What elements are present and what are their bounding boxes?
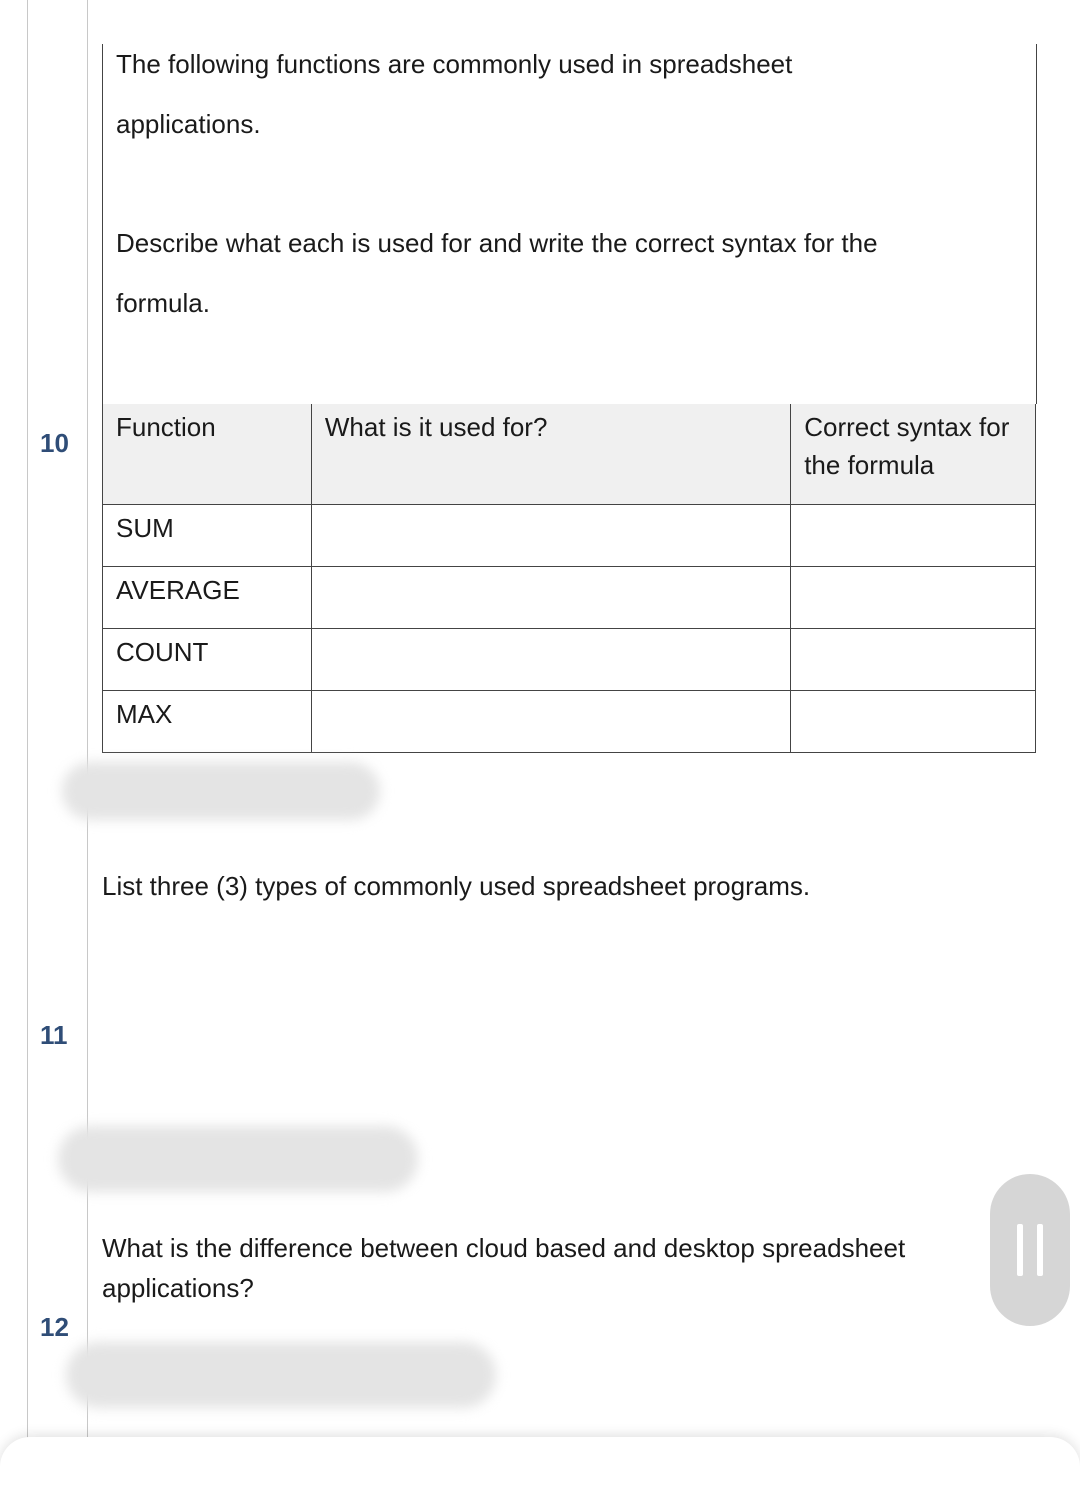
q12-text-line-2: applications?: [102, 1273, 254, 1303]
q10-task-line-2: formula.: [116, 288, 210, 318]
function-name: COUNT: [103, 629, 312, 691]
table-row: [103, 567, 1036, 629]
q10-task-line-1: Describe what each is used for and write the correct syntax for the: [116, 228, 878, 258]
redacted-answer-10: [62, 762, 380, 820]
syntax-cell[interactable]: [791, 505, 1036, 567]
redacted-answer-12: [66, 1342, 496, 1408]
functions-table: [102, 404, 1036, 753]
header-syntax: Correct syntax for the formula: [791, 404, 1036, 505]
q12-text-line-1: What is the difference between cloud based and desktop spreadsheet: [102, 1233, 906, 1263]
header-used-for: What is it used for?: [311, 404, 790, 505]
number-column-line: [87, 0, 88, 1440]
header-function: Function: [103, 404, 312, 505]
bottom-sheet: [0, 1437, 1080, 1497]
used-for-cell[interactable]: [311, 567, 790, 629]
q10-intro-line-2: applications.: [116, 109, 261, 139]
table-row: [103, 691, 1036, 753]
function-name: AVERAGE: [103, 567, 312, 629]
syntax-cell[interactable]: [791, 567, 1036, 629]
question-number-12: 12: [40, 1312, 69, 1342]
function-name: SUM: [103, 505, 312, 567]
syntax-cell[interactable]: [791, 629, 1036, 691]
grip-bar-icon: [1037, 1224, 1043, 1276]
q11-text: List three (3) types of commonly used spreadsheet programs.: [102, 871, 811, 901]
used-for-cell[interactable]: [311, 505, 790, 567]
table-row: [103, 629, 1036, 691]
q10-intro-line-1: The following functions are commonly used in spreadsheet: [116, 49, 793, 79]
question-number-10: 10: [40, 428, 69, 458]
function-name: MAX: [103, 691, 312, 753]
scroll-handle[interactable]: [990, 1174, 1070, 1326]
syntax-cell[interactable]: [791, 691, 1036, 753]
table-header-row: [103, 404, 1036, 505]
left-margin-line: [27, 0, 28, 1440]
used-for-cell[interactable]: [311, 691, 790, 753]
question-number-11: 11: [40, 1020, 68, 1050]
redacted-answer-11: [58, 1126, 418, 1192]
table-row: [103, 505, 1036, 567]
used-for-cell[interactable]: [311, 629, 790, 691]
grip-bar-icon: [1017, 1224, 1023, 1276]
